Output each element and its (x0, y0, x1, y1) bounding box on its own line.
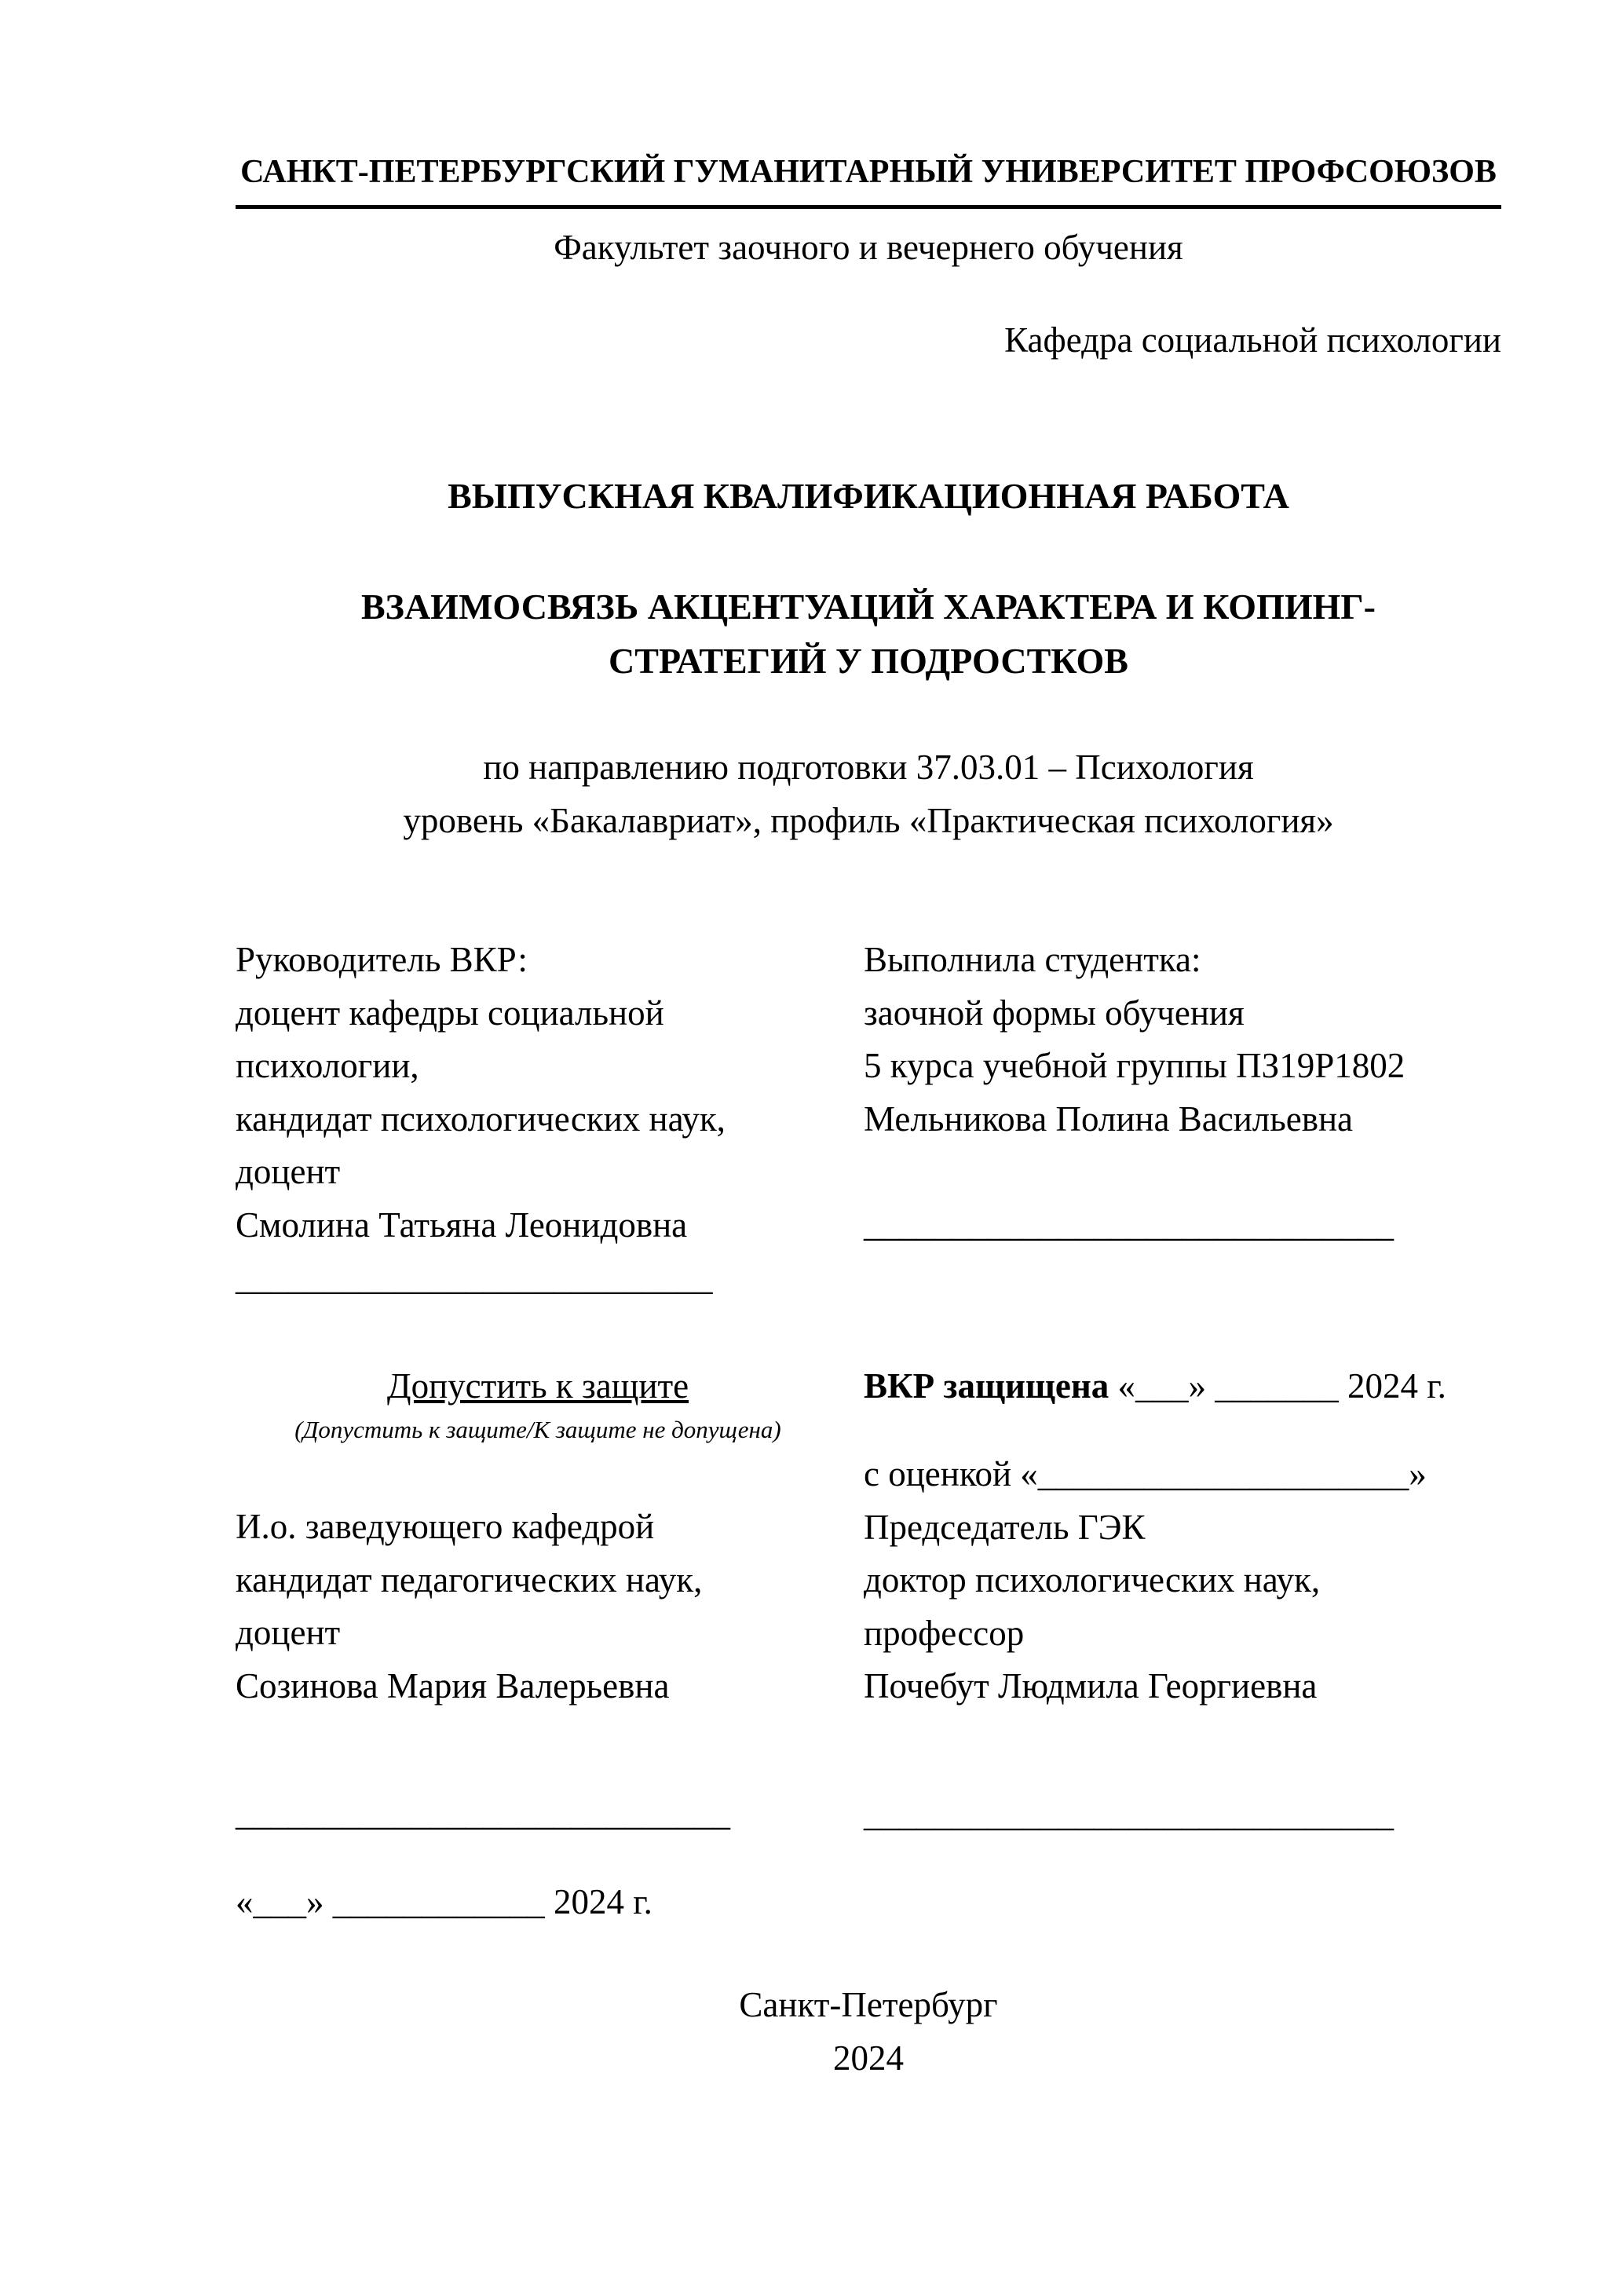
defense-signature-line: ______________________________ (864, 1793, 1394, 1834)
department-name: Кафедра социальной психологии (1004, 320, 1501, 360)
footer-city: Санкт-Петербург (739, 1985, 998, 2024)
spacer (864, 1713, 1501, 1788)
supervisor-name: Смолина Татьяна Леонидовна (236, 1205, 688, 1245)
approval-section (236, 1360, 1501, 1929)
footer-year: 2024 (833, 2038, 904, 2078)
admission-line: кандидат педагогических наук, (236, 1559, 703, 1600)
supervisor-line: доцент кафедры социальной (236, 993, 664, 1033)
admission-date-line: «___» ____________ 2024 г. (236, 1881, 652, 1921)
student-signature-line: ______________________________ (864, 1205, 1394, 1244)
defense-chair-name: Почебут Людмила Георгиевна (864, 1666, 1318, 1706)
admission-line: И.о. заведующего кафедрой (236, 1507, 655, 1546)
supervisor-line: психологии, (236, 1046, 419, 1085)
footer (236, 1979, 1501, 2085)
defense-line: профессор (864, 1613, 1025, 1653)
admission-block (236, 1360, 864, 1929)
defense-grade-line: с оценкой «_____________________» (864, 1454, 1427, 1493)
admission-name: Созинова Мария Валерьевна (236, 1665, 670, 1706)
defense-line: доктор психологических наук, (864, 1560, 1321, 1600)
spacer (236, 1448, 840, 1501)
spacer (236, 1713, 840, 1787)
supervisor-line: кандидат психологических наук, (236, 1099, 726, 1139)
defense-status-label: ВКР защищена (864, 1366, 1109, 1406)
spacer (236, 1841, 840, 1876)
program-direction: по направлению подготовки 37.03.01 – Психология (483, 748, 1254, 787)
spacer (864, 1146, 1501, 1198)
thesis-title-line-2: СТРАТЕГИЙ У ПОДРОСТКОВ (609, 641, 1128, 681)
university-name: САНКТ-ПЕТЕРБУРГСКИЙ ГУМАНИТАРНЫЙ УНИВЕРСИТЕТ ПРОФСОЮЗОВ (236, 153, 1501, 209)
faculty-name: Факультет заочного и вечернего обучения (554, 228, 1183, 267)
student-block (864, 934, 1501, 1305)
defense-status-date: «___» _______ 2024 г. (1109, 1366, 1446, 1406)
spacer (864, 1413, 1501, 1448)
people-section (236, 934, 1501, 1305)
supervisor-label: Руководитель ВКР: (236, 940, 528, 979)
program-level: уровень «Бакалавриат», профиль «Практическая психология» (403, 800, 1334, 840)
thesis-title-line-1: ВЗАИМОСВЯЗЬ АКЦЕНТУАЦИЙ ХАРАКТЕРА И КОПИНГ- (361, 587, 1376, 627)
work-type-heading: ВЫПУСКНАЯ КВАЛИФИКАЦИОННАЯ РАБОТА (448, 476, 1289, 516)
supervisor-block (236, 934, 864, 1305)
admission-line: доцент (236, 1613, 341, 1652)
student-line: 5 курса учебной группы ПЗ19Р1802 (864, 1046, 1406, 1085)
program-info (236, 741, 1501, 847)
admission-note: (Допустить к защите/К защите не допущена) (294, 1416, 781, 1443)
defense-status-line (864, 1360, 1501, 1413)
student-line: заочной формы обучения (864, 993, 1245, 1033)
supervisor-signature-line: ___________________________ (236, 1258, 713, 1297)
defense-line: Председатель ГЭК (864, 1507, 1146, 1547)
defense-block (864, 1360, 1501, 1929)
supervisor-line: доцент (236, 1152, 341, 1191)
admission-signature-line: ____________________________ (236, 1793, 730, 1833)
thesis-title (236, 579, 1501, 688)
student-name: Мельникова Полина Васильевна (864, 1099, 1354, 1139)
admission-title: Допустить к защите (386, 1366, 689, 1406)
student-label: Выполнила студентка: (864, 940, 1201, 979)
